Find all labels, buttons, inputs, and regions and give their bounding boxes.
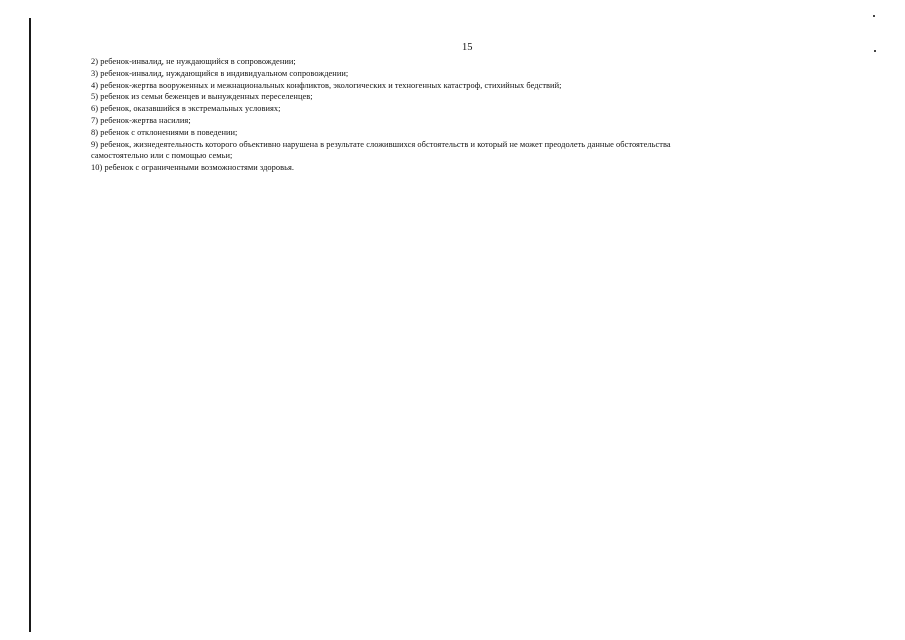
- list-item: 5) ребенок из семьи беженцев и вынужденных переселенцев;: [91, 92, 313, 102]
- list-item: 3) ребенок-инвалид, нуждающийся в индивидуальном сопровождении;: [91, 68, 349, 78]
- page-number: 15: [462, 42, 473, 53]
- list-item: 9) ребенок, жизнедеятельность которого объективно нарушена в результате сложившихся обстоятельств и который не может преодолеть данные обстоятельства: [91, 139, 671, 149]
- list-item: 7) ребенок-жертва насилия;: [91, 115, 191, 125]
- list-item: 2) ребенок-инвалид, не нуждающийся в сопровождении;: [91, 57, 296, 66]
- list-item: 10) ребенок с ограниченными возможностями здоровья.: [91, 163, 295, 173]
- left-margin-rule: [29, 18, 31, 632]
- list-item-continuation: самостоятельно или с помощью семьи;: [91, 151, 233, 161]
- scan-speck: [873, 15, 875, 17]
- list-item: 6) ребенок, оказавшийся в экстремальных условиях;: [91, 104, 281, 114]
- list-item: 4) ребенок-жертва вооруженных и межнациональных конфликтов, экологических и техногенных катастроф, стихийных бедствий;: [91, 80, 562, 90]
- document-body: [91, 56, 821, 174]
- list-item: 8) ребенок с отклонениями в поведении;: [91, 127, 238, 137]
- scan-speck: [874, 50, 876, 52]
